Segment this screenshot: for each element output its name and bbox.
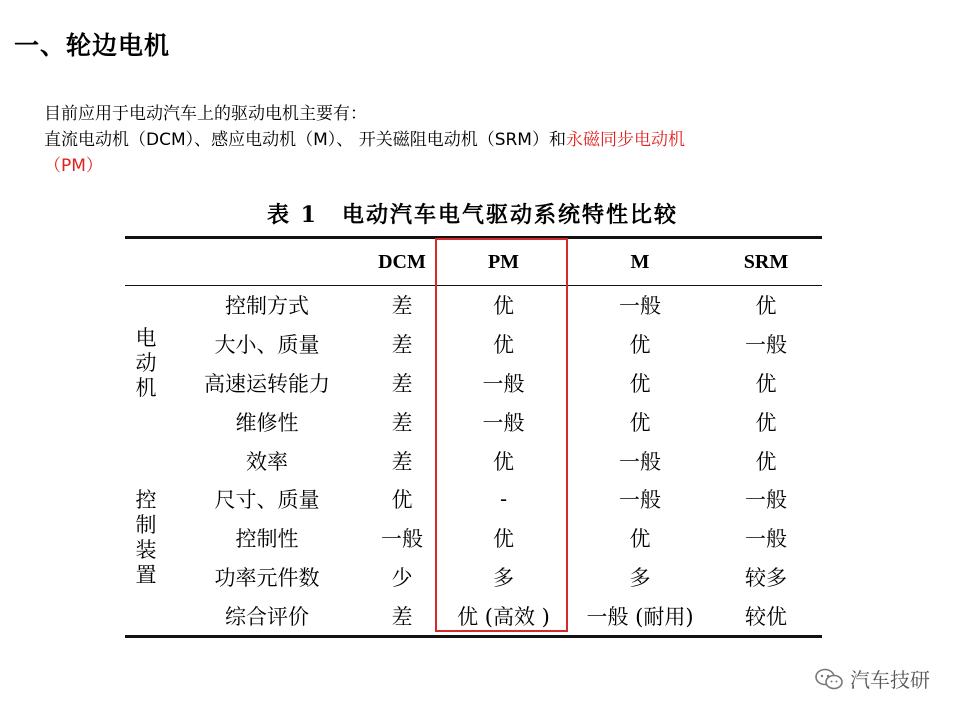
feature-cell: 大小、质量 [214, 333, 320, 358]
feature-cell: 控制性 [235, 527, 299, 552]
header-m: M [570, 238, 710, 286]
value-cell: 优 [629, 333, 651, 358]
watermark [814, 664, 930, 693]
header-dcm: DCM [367, 238, 437, 286]
value-cell: 优 [493, 449, 514, 474]
header-feature [167, 238, 367, 286]
section-heading: 一、轮边电机 [14, 31, 171, 60]
intro-text [44, 101, 924, 179]
table-title: 表 1 电动汽车电气驱动系统特性比较 [267, 202, 678, 228]
table-row [125, 596, 822, 636]
intro-line-2 [44, 127, 924, 153]
table-row [125, 325, 822, 364]
feature-cell: 效率 [246, 449, 288, 474]
value-cell: 差 [391, 333, 413, 358]
header-srm: SRM [710, 238, 822, 286]
value-cell: 较优 [710, 596, 822, 636]
value-cell: 优 [493, 333, 514, 358]
value-cell: 差 [391, 371, 413, 396]
value-cell: 优 [629, 527, 651, 552]
value-cell: 优 [755, 449, 777, 474]
table-header-row [125, 238, 822, 286]
intro-line-3: （PM） [44, 156, 103, 176]
value-cell: - [499, 487, 508, 512]
value-cell: 一般 [745, 527, 787, 552]
intro-line-2-plain: 直流电动机（DCM）、感应电动机（M）、 开关磁阻电动机（SRM）和 [44, 130, 566, 150]
feature-cell: 综合评价 [167, 596, 367, 636]
value-cell: 较多 [745, 565, 787, 590]
table-row [125, 286, 822, 325]
intro-highlight-pm: 永磁同步电动机 [565, 130, 685, 150]
feature-cell: 高速运转能力 [204, 371, 330, 396]
feature-cell: 控制方式 [225, 294, 309, 319]
feature-cell: 功率元件数 [214, 565, 320, 590]
table-row [125, 441, 822, 480]
group-label-motor: 电 动 机 [135, 326, 157, 401]
value-cell: 优 [493, 294, 514, 319]
value-cell: 差 [391, 294, 413, 319]
value-cell: 少 [391, 565, 413, 590]
value-cell: 优 [755, 410, 777, 435]
value-cell: 优 [629, 410, 651, 435]
wechat-icon [814, 668, 844, 690]
header-blank [125, 238, 167, 286]
value-cell: 一般 [619, 449, 661, 474]
table-row [125, 364, 822, 403]
value-cell: 一般 [745, 333, 787, 358]
group-label-controller: 控 制 装 置 [135, 488, 157, 588]
table-row [125, 519, 822, 558]
value-cell: 一般 [482, 410, 525, 435]
comparison-table [125, 236, 822, 638]
value-cell: 差 [367, 596, 437, 636]
value-cell: 优 [755, 371, 777, 396]
table-row [125, 480, 822, 519]
value-cell: 一般 (耐用) [570, 596, 710, 636]
header-pm: PM [437, 238, 570, 286]
intro-line-1: 目前应用于电动汽车上的驱动电机主要有： [44, 104, 367, 124]
value-cell: 多 [493, 565, 514, 590]
group-spacer [125, 596, 167, 636]
value-cell: 优 [493, 527, 514, 552]
table-row [125, 558, 822, 597]
value-cell: 优 [391, 488, 413, 513]
table-row [125, 402, 822, 441]
value-cell: 优 [629, 371, 651, 396]
value-cell: 多 [629, 565, 651, 590]
value-cell: 一般 [745, 488, 787, 513]
value-cell: 优 [755, 294, 777, 319]
feature-cell: 尺寸、质量 [214, 488, 320, 513]
value-cell: 差 [391, 410, 413, 435]
feature-cell: 维修性 [235, 410, 299, 435]
value-cell: 优 (高效 ) [437, 596, 570, 636]
value-cell: 一般 [381, 527, 423, 552]
watermark-text: 汽车技研 [850, 668, 930, 692]
value-cell: 一般 [619, 488, 661, 513]
value-cell: 一般 [482, 371, 525, 396]
value-cell: 一般 [619, 294, 661, 319]
group-spacer [125, 441, 167, 480]
value-cell: 差 [391, 449, 413, 474]
